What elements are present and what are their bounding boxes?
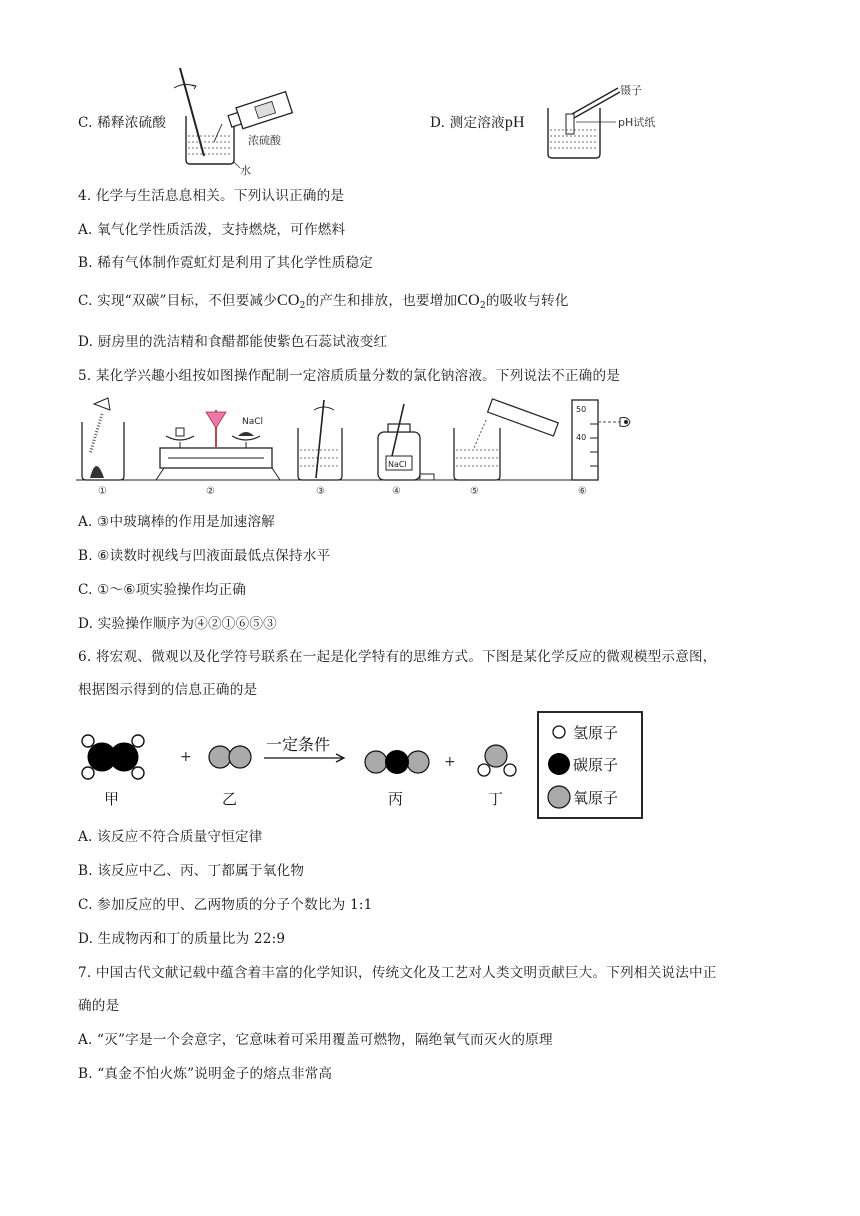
q7-stem-line-2: 确的是 — [78, 998, 120, 1014]
q5-stem: 5. 某化学兴趣小组按如图操作配制一定溶质质量分数的氯化钠溶液。下列说法不正确的是 — [78, 368, 621, 384]
svg-text:氢原子: 氢原子 — [573, 724, 619, 742]
svg-text:氧原子: 氧原子 — [573, 789, 619, 807]
svg-text:甲: 甲 — [104, 790, 120, 808]
svg-text:④: ④ — [392, 486, 401, 497]
svg-text:40: 40 — [576, 433, 587, 442]
q6-option-d: D. 生成物丙和丁的质量比为 22:9 — [78, 931, 286, 947]
svg-text:50: 50 — [576, 405, 587, 414]
q6-option-c: C. 参加反应的甲、乙两物质的分子个数比为 1:1 — [78, 897, 373, 913]
svg-text:碳原子: 碳原子 — [573, 756, 619, 774]
reaction-model-figure — [76, 708, 656, 822]
svg-text:+: + — [444, 754, 456, 770]
q6-option-a: A. 该反应不符合质量守恒定律 — [78, 829, 263, 845]
q6-stem-line-1: 6. 将宏观、微观以及化学符号联系在一起是化学特有的思维方式。下图是某化学反应的微观模型示意图， — [78, 649, 717, 665]
dilute-sulfuric-acid-figure — [168, 64, 308, 179]
q3-option-c: C. 稀释浓硫酸 — [78, 115, 167, 131]
svg-text:⑤: ⑤ — [470, 486, 479, 497]
svg-text:NaCl: NaCl — [388, 460, 407, 469]
q5-option-c: C. ①～⑥项实验操作均正确 — [78, 582, 247, 598]
nacl-solution-steps-figure — [76, 394, 636, 498]
q4-option-d: D. 厨房里的洗洁精和食醋都能使紫色石蕊试液变红 — [78, 334, 388, 350]
svg-text:③: ③ — [316, 486, 325, 497]
svg-text:①: ① — [98, 486, 107, 497]
svg-text:一定条件: 一定条件 — [266, 735, 331, 754]
q4-option-b: B. 稀有气体制作霓虹灯是利用了其化学性质稳定 — [78, 255, 374, 271]
q6-stem-line-2: 根据图示得到的信息正确的是 — [78, 682, 258, 698]
svg-text:丁: 丁 — [488, 790, 504, 808]
q5-option-a: A. ③中玻璃棒的作用是加速溶解 — [78, 514, 275, 530]
q4-stem: 4. 化学与生活息息相关。下列认识正确的是 — [78, 188, 345, 204]
svg-text:丙: 丙 — [388, 790, 404, 808]
svg-text:+: + — [180, 749, 192, 765]
q4-option-c: C. 实现“双碳”目标，不但要减少$CO_2$的产生和排放，也要增加$CO_2$的吸收与转化 — [78, 292, 569, 311]
q3-option-d: D. 测定溶液pH — [430, 114, 525, 131]
q5-option-b: B. ⑥读数时视线与凹液面最低点保持水平 — [78, 548, 331, 564]
svg-text:乙: 乙 — [222, 790, 238, 808]
svg-text:⑥: ⑥ — [578, 486, 587, 497]
q5-option-d: D. 实验操作顺序为④②①⑥⑤③ — [78, 616, 277, 632]
q7-option-b: B. “真金不怕火炼”说明金子的熔点非常高 — [78, 1066, 333, 1082]
q7-stem-line-1: 7. 中国古代文献记载中蕴含着丰富的化学知识，传统文化及工艺对人类文明贡献巨大。下列相关说法中正 — [78, 965, 717, 981]
q7-option-a: A. “灭”字是一个会意字，它意味着可采用覆盖可燃物，隔绝氧气而灭火的原理 — [78, 1032, 553, 1048]
svg-text:镊子: 镊子 — [620, 84, 642, 97]
svg-text:②: ② — [206, 486, 215, 497]
q4-option-a: A. 氧气化学性质活泼，支持燃烧，可作燃料 — [78, 222, 346, 238]
svg-text:水: 水 — [240, 164, 251, 177]
q6-option-b: B. 该反应中乙、丙、丁都属于氧化物 — [78, 863, 305, 879]
svg-text:NaCl: NaCl — [242, 417, 264, 427]
svg-text:pH试纸: pH试纸 — [618, 116, 656, 129]
svg-text:浓硫酸: 浓硫酸 — [248, 134, 281, 147]
measure-ph-figure — [540, 78, 690, 164]
